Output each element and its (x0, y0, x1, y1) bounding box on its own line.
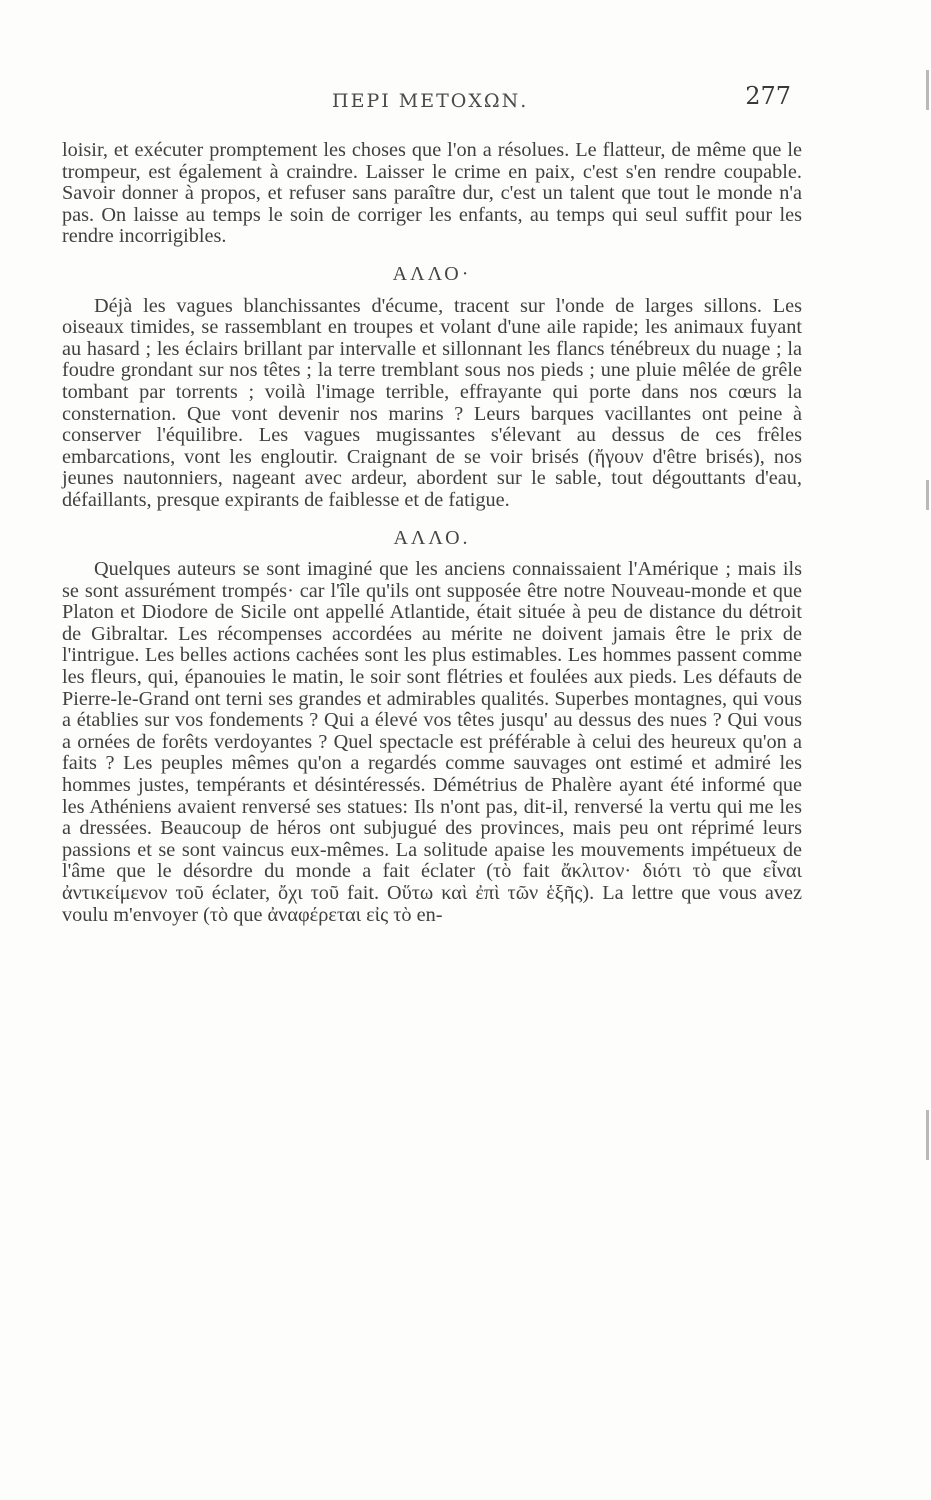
spacer (62, 248, 802, 260)
section-2-paragraph: Quelques auteurs se sont imaginé que les anciens connaissaient l'Amérique ; mais ils se sont assurément trompés· car l'île qu'ils ont supposée être notre Nouveau-monde et que Platon et Diodore de Sicile ont appellé Atlantide, était située à peu de distance du détroit de Gibraltar. Les récompenses accordées au mérite ne doivent jamais être le prix de l'intrigue. Les belles actions cachées sont les plus estimables. Les hommes passent comme les fleurs, qui, épanouies le matin, le soir sont flétries et foulées aux pieds. Les défauts de Pierre-le-Grand ont terni ses grandes et admirables qualités. Superbes montagnes, qui vous a établies sur vos fondements ? Qui a élevé vos têtes jusqu' au dessus des nues ? Qui vous a ornées de forêts verdoyantes ? Quel spectacle est préférable à celui des heureux qu'on a faits ? Les peuples mêmes qu'on a regardés comme sauvages ont estimé et admiré les hommes justes, tempérants et désintéressés. Démétrius de Phalère ayant été informé que les Athéniens avaient renversé ses statues: Ils n'ont pas, dit-il, renversé la vertu qui me les a dressées. Beaucoup de héros ont subjugué des provinces, mais peu ont réprimé leurs passions et se sont vaincus eux-mêmes. La solitude apaise les mouvements impétueux de l'âme que le désordre du monde a fait éclater (τὸ fait ἄκλιτον· διότι τὸ que εἶναι ἀντικείμενον τοῦ éclater, ὄχι τοῦ fait. Οὕτω καὶ ἐπὶ τῶν ἑξῆς). La lettre que vous avez voulu m'envoyer (τὸ que ἀναφέρεται εἰς τὸ en- (62, 558, 802, 926)
page-edge-mark (926, 480, 929, 510)
page-header (60, 82, 791, 122)
page-edge-mark (926, 1110, 929, 1160)
section-title-1: ΑΛΛΟ· (392, 262, 472, 285)
paragraph-continuation: loisir, et exécuter promptement les choses que l'on a résolues. Le flatteur, de même que le trompeur, est également à craindre. Laisser le crime en paix, c'est s'en rendre coupable. Savoir donner à propos, et refuser sans paraître dur, c'est un talent que tout le monde n'a pas. On laisse au temps le soin de corriger les enfants, au temps qui seul suffit pour les rendre incorrigibles. (62, 139, 802, 248)
page-edge-mark (926, 70, 929, 110)
section-1-paragraph: Déjà les vagues blanchissantes d'écume, tracent sur l'onde de larges sillons. Les oiseaux timides, se rassemblant en troupes et volant d'une aile rapide; les animaux fuyant au hasard ; les éclairs brillant par intervalle et sillonnant les flancs ténébreux du nuage ; la foudre grondant sur nos têtes ; la terre tremblant sous nos pieds ; une pluie mêlée de grêle tombant par torrents ; voilà l'image terrible, effrayante qui porte dans nos cœurs la consternation. Que vont devenir nos marins ? Leurs barques vacillantes ont peine à conserver l'équilibre. Les vagues mugissantes s'élevant au dessus de ces frêles embarcations, vont les engloutir. Craignant de se voir brisés (ἤγουν d'être brisés), nos jeunes nautonniers, nageant avec ardeur, abordent sur le sable, tout dégouttants d'eau, défaillants, presque expirants de faiblesse et de fatigue. (62, 294, 802, 511)
spacer (62, 512, 802, 524)
page-number: 277 (745, 82, 791, 110)
body-text (62, 140, 802, 926)
section-title-2: ΑΛΛΟ. (393, 526, 471, 549)
running-head: ΠΕΡΙ ΜΕΤΟΧΩΝ. (332, 90, 529, 112)
